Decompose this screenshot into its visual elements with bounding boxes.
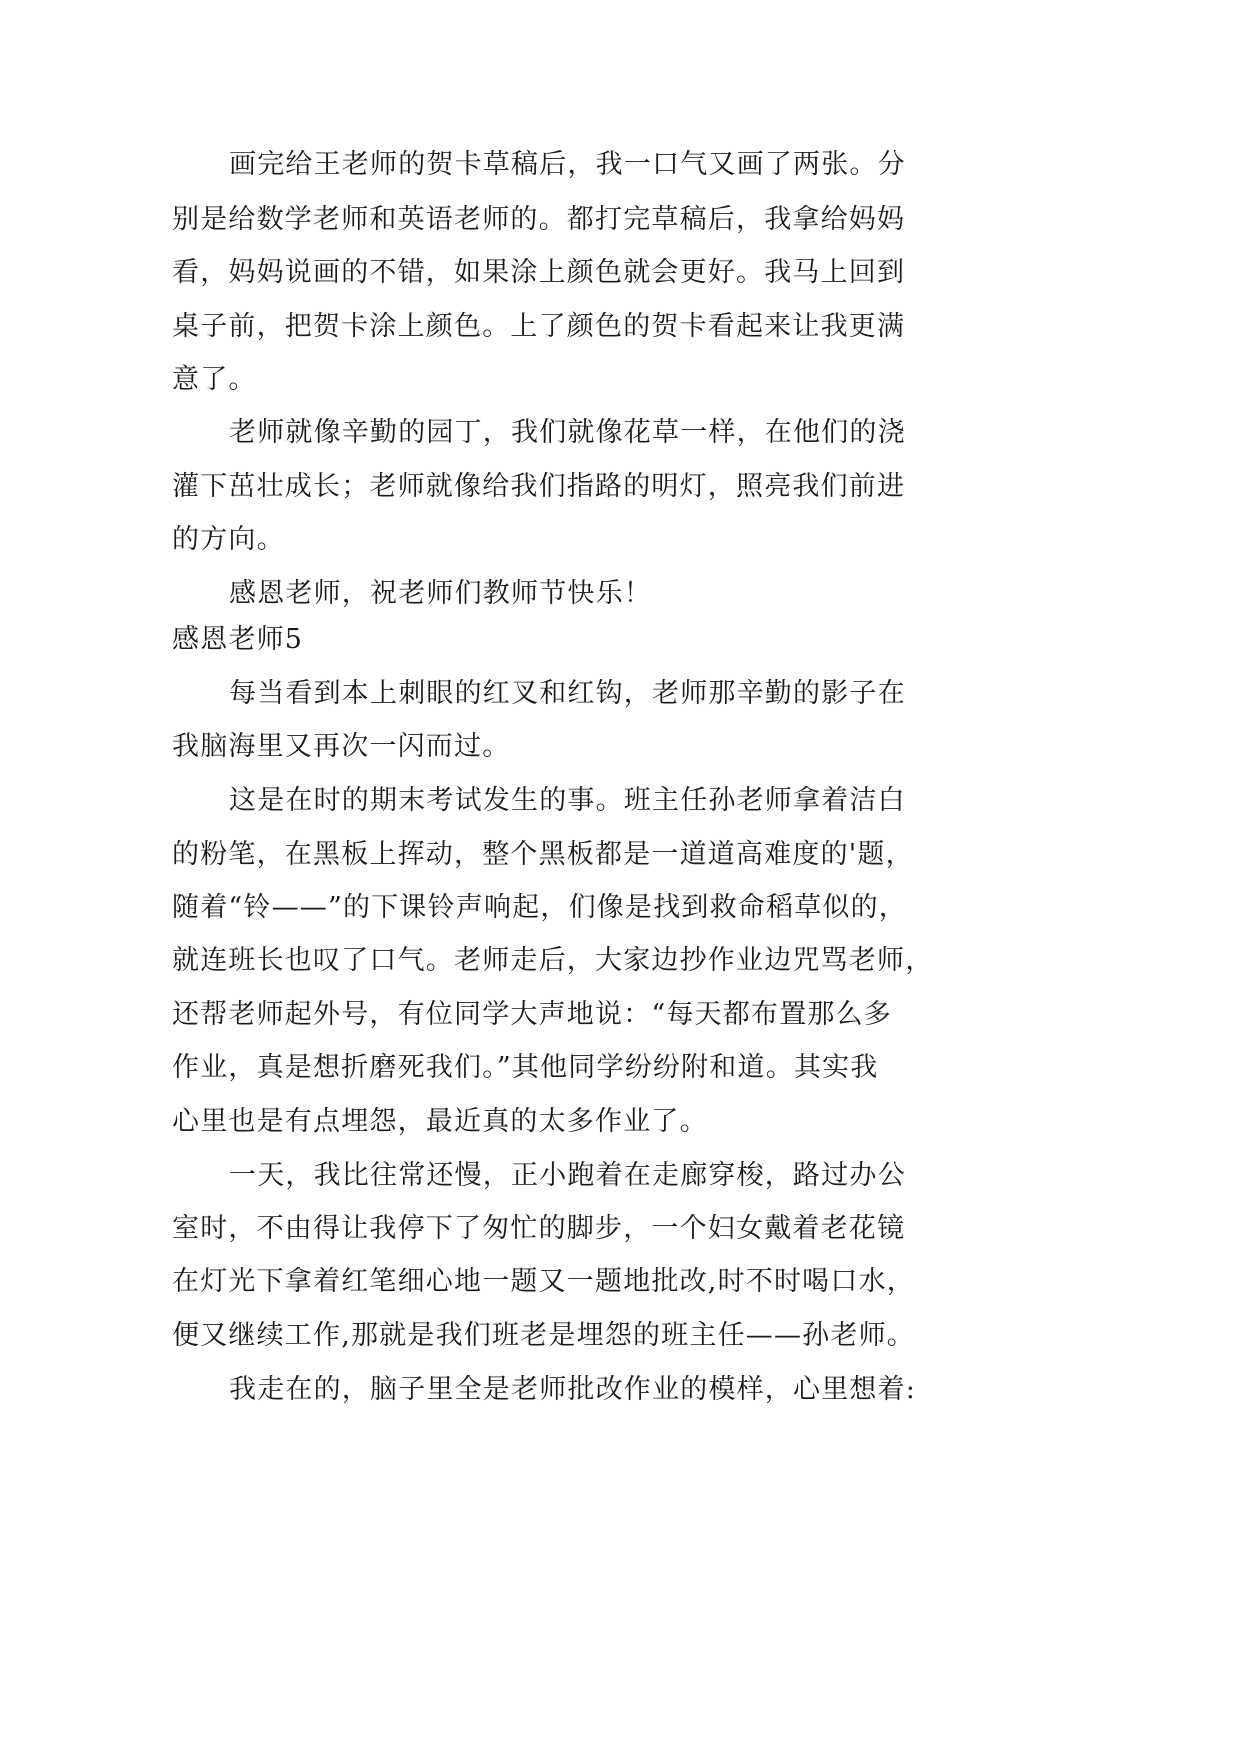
- section-heading: 感恩老师5: [172, 624, 304, 655]
- paragraph-line: 室时，不由得让我停下了匆忙的脚步，一个妇女戴着老花镜: [172, 1213, 906, 1244]
- paragraph-line: 随着“铃——”的下课铃声响起，们像是找到救命稻草似的，: [172, 892, 908, 923]
- paragraph-line: 还帮老师起外号，有位同学大声地说：“每天都布置那么多: [172, 999, 893, 1030]
- paragraph-line: 便又继续工作,那就是我们班老是埋怨的班主任——孙老师。: [172, 1320, 915, 1351]
- paragraph-line: 我脑海里又再次一闪而过。: [172, 731, 511, 762]
- paragraph-line: 感恩老师，祝老师们教师节快乐！: [229, 578, 652, 609]
- paragraph-line: 意了。: [172, 364, 257, 395]
- paragraph-line: 每当看到本上刺眼的红叉和红钩，老师那辛勤的影子在: [229, 678, 906, 709]
- paragraph-line: 桌子前，把贺卡涂上颜色。上了颜色的贺卡看起来让我更满: [172, 311, 906, 342]
- paragraph-line: 作业，真是想折磨死我们。”其他同学纷纷附和道。其实我: [172, 1052, 879, 1083]
- paragraph-line: 的粉笔，在黑板上挥动，整个黑板都是一道道高难度的'题，: [172, 839, 914, 870]
- paragraph-line: 在灯光下拿着红笔细心地一题又一题地批改,时不时喝口水，: [172, 1266, 915, 1297]
- paragraph-line: 画完给王老师的贺卡草稿后，我一口气又画了两张。分: [229, 149, 906, 180]
- paragraph-line: 的方向。: [172, 524, 285, 555]
- paragraph-line: 这是在时的期末考试发生的事。班主任孙老师拿着洁白: [229, 785, 906, 816]
- paragraph-line: 就连班长也叹了口气。老师走后，大家边抄作业边咒骂老师，: [172, 945, 934, 976]
- paragraph-line: 一天，我比往常还慢，正小跑着在走廊穿梭，路过办公: [229, 1160, 906, 1191]
- paragraph-line: 心里也是有点埋怨，最近真的太多作业了。: [172, 1106, 708, 1137]
- paragraph-line: 灌下茁壮成长；老师就像给我们指路的明灯，照亮我们前进: [172, 471, 906, 502]
- paragraph-line: 看，妈妈说画的不错，如果涂上颜色就会更好。我马上回到: [172, 257, 906, 288]
- paragraph-line: 老师就像辛勤的园丁，我们就像花草一样，在他们的浇: [229, 417, 906, 448]
- paragraph-line: 我走在的，脑子里全是老师批改作业的模样，心里想着:: [229, 1374, 917, 1405]
- paragraph-line: 别是给数学老师和英语老师的。都打完草稿后，我拿给妈妈: [172, 204, 906, 235]
